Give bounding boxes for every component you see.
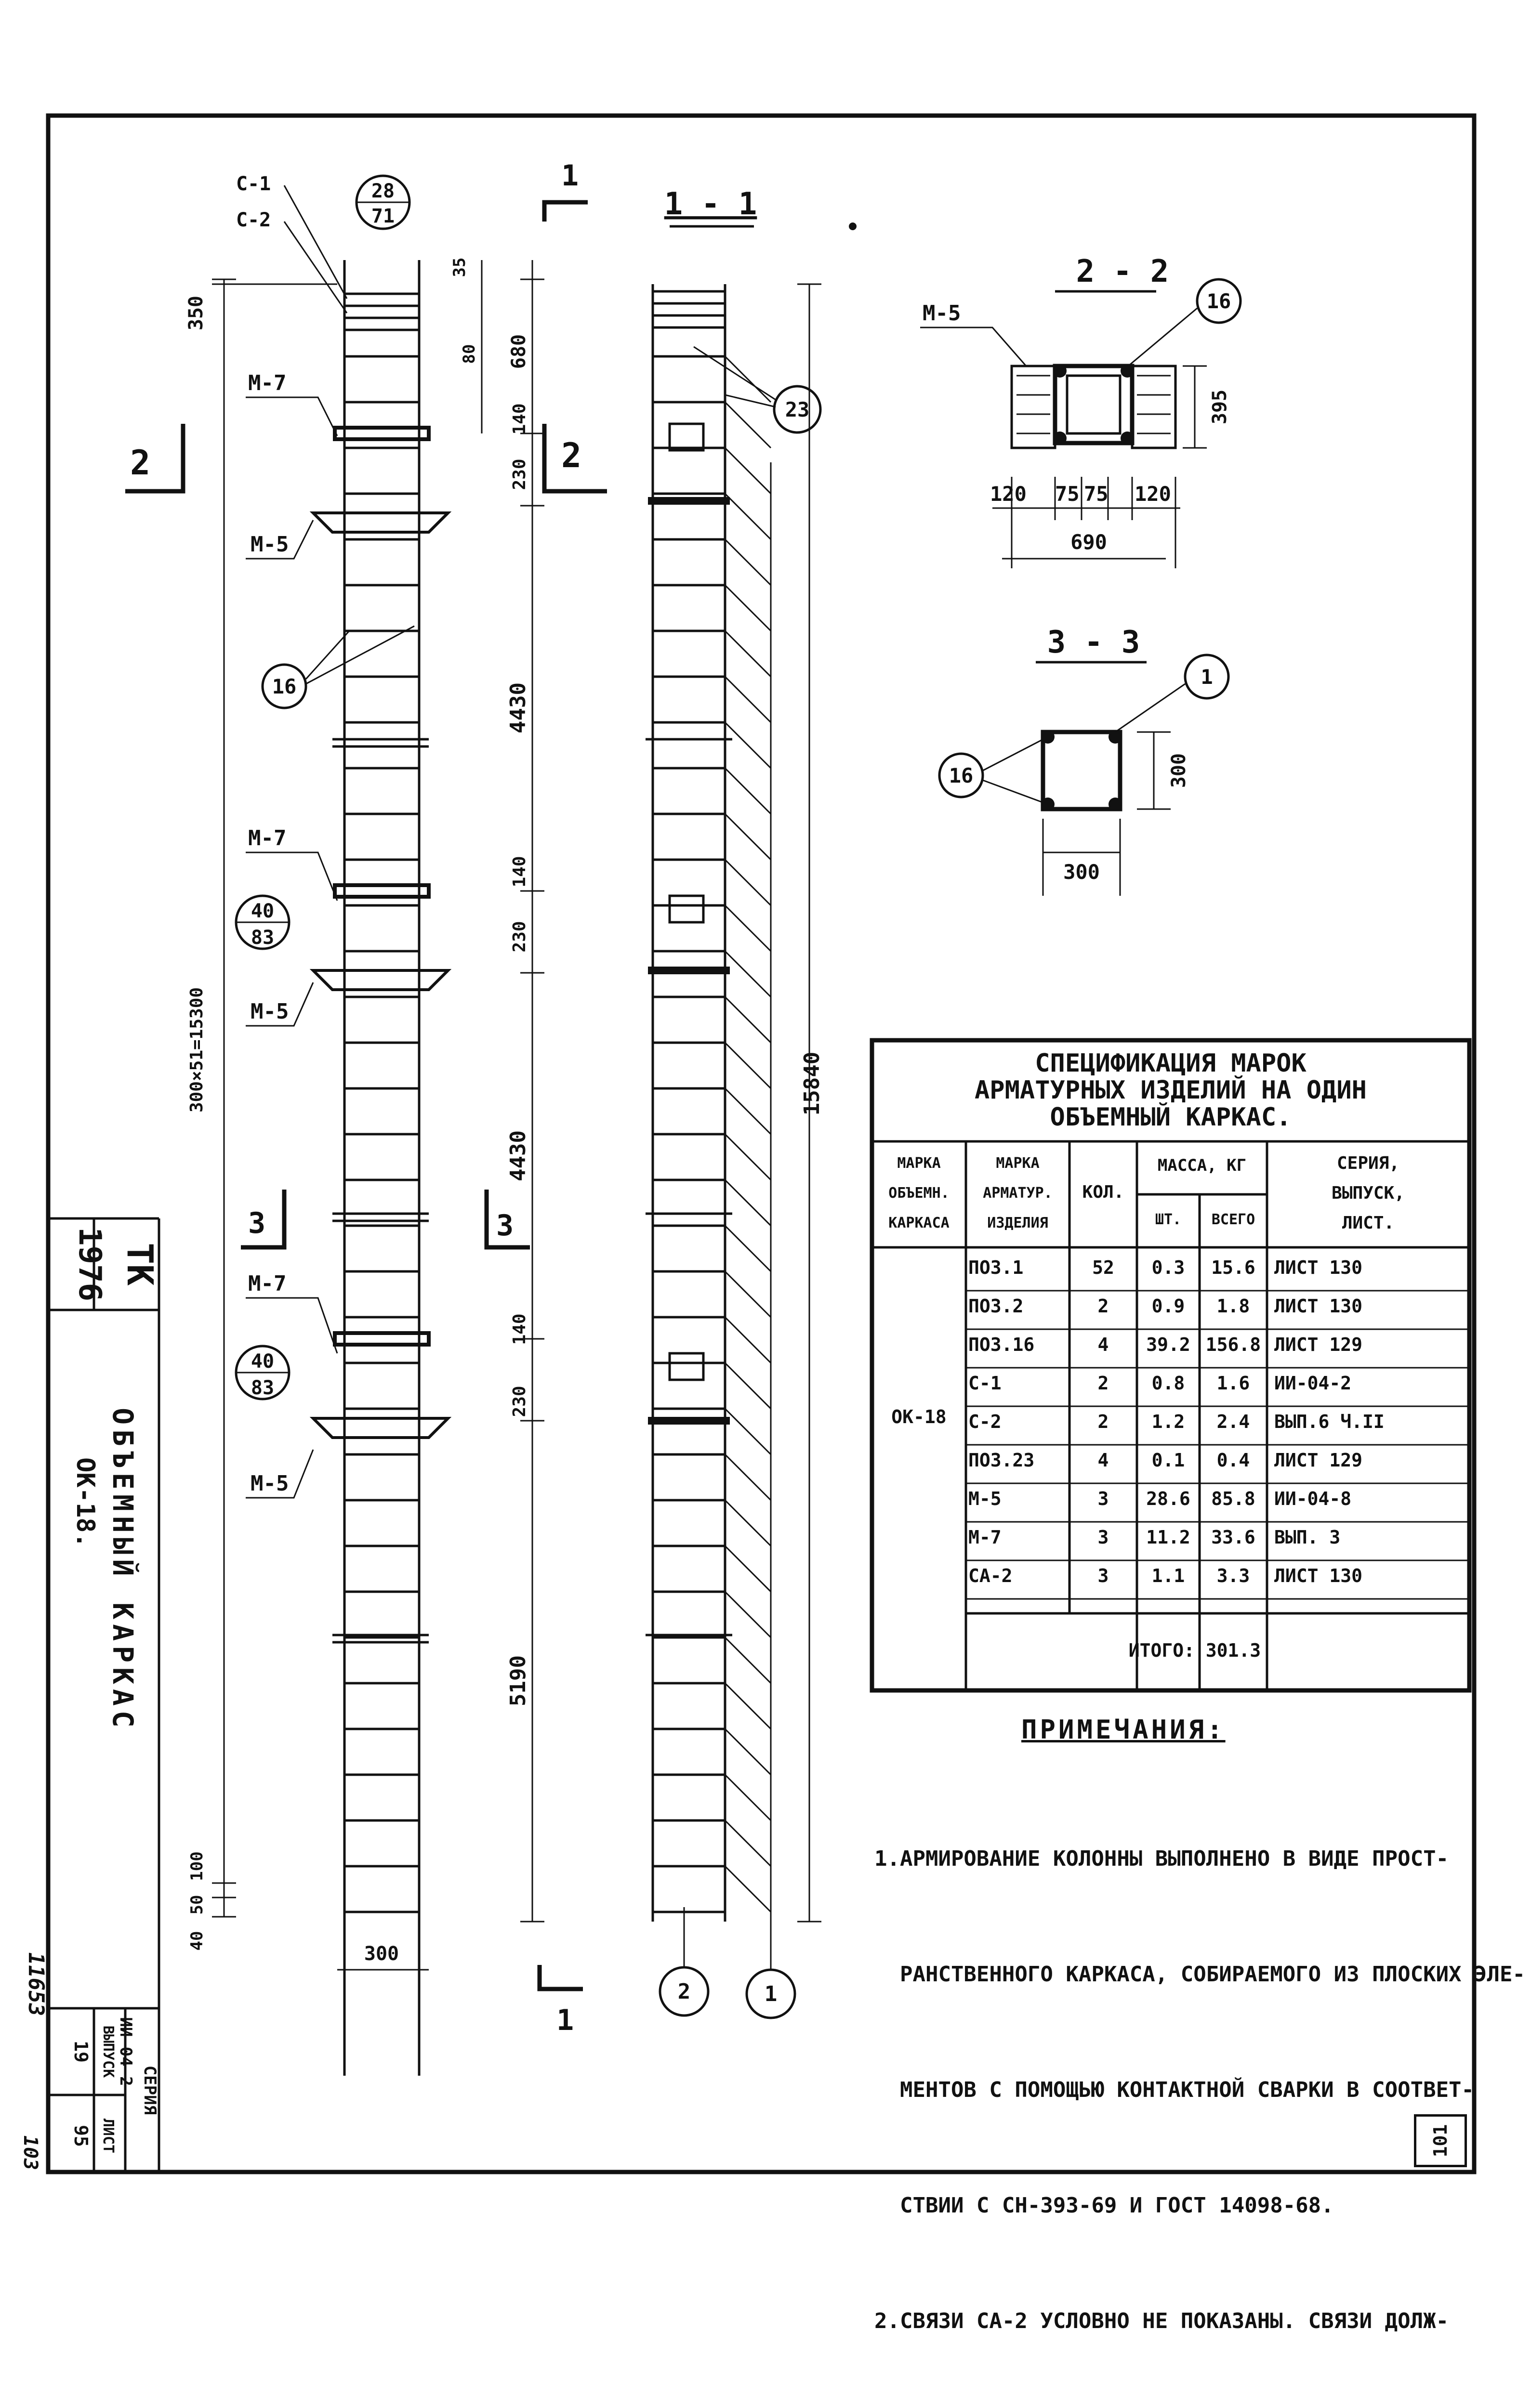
lacing-line [725,631,771,677]
spec-cell-total: 33.6 [1211,1527,1255,1548]
embedded-plate-m7 [335,885,429,897]
lacing-line [725,1866,771,1912]
section-1-1-title: 1 - 1 [664,186,757,222]
section-1-1-view [646,284,771,1922]
stamp-series: ИИ-04-2 [116,2017,135,2086]
spec-cell-ref: ЛИСТ 130 [1274,1257,1363,1278]
s22-d75a: 75 [1055,482,1080,506]
node-low-den: 83 [251,1377,275,1399]
svg-text:3: 3 [248,1206,266,1240]
section-3-3-view [1041,730,1171,896]
spec-cell-total: 3.3 [1216,1565,1250,1586]
lacing-line [725,1729,771,1775]
title-block [48,1218,160,2172]
dim-total-right: 15840 [800,1051,824,1116]
dim-40: 40 [187,1931,207,1951]
dim-140-3: 140 [510,1313,529,1345]
spec-cell-item: ПОЗ.1 [968,1257,1024,1278]
lacing-line [725,997,771,1043]
section-2-2-title: 2 - 2 [1076,254,1169,289]
section-1-1-stirrups [653,356,771,1912]
spec-header-mass: МАССА, КГ [1157,1156,1247,1175]
lacing-line [725,539,771,585]
lacing-line [725,448,771,494]
lacing-line [725,1043,771,1088]
dim-680: 680 [508,334,530,369]
lacing-line [725,1088,771,1134]
s33-pos16: 16 [949,764,974,787]
spec-total-value: 301.3 [1205,1640,1261,1661]
plate-2 [670,896,703,922]
spec-cell-total: 2.4 [1216,1411,1250,1432]
spec-cell-ref: ЛИСТ 129 [1274,1334,1363,1355]
break-marks [332,739,429,1642]
year-text: 1976 [72,1227,107,1302]
section-3-3-title: 3 - 3 [1047,625,1140,660]
spec-title-line-3: ОБЪЕМНЫЙ КАРКАС. [1050,1103,1292,1132]
spec-cell-unit: 0.3 [1151,1257,1185,1278]
cut-marker-1-top [544,159,588,222]
spec-cell-qty: 4 [1097,1450,1109,1471]
dim-35: 35 [450,257,469,277]
sheet-mark: ОК-18. [71,1457,100,1548]
cut-marker-2-left [125,424,183,491]
lacing-line [725,1637,771,1683]
embedded-parts [313,428,448,1438]
node-low-num: 40 [251,1350,275,1373]
spec-cell-ref: ЛИСТ 129 [1274,1450,1363,1471]
cut-marker-1-bottom [540,1965,583,2037]
lacing-line [725,494,771,539]
s33-d300v: 300 [1168,753,1190,788]
dim-5190: 5190 [506,1655,530,1706]
spec-header-frame-mark: МАРКА ОБЪЕМН. КАРКАСА [888,1155,950,1231]
corner-box [1414,2114,1467,2167]
spec-cell-qty: 3 [1097,1565,1109,1586]
plate-1 [670,424,703,450]
spec-cell-ref: ЛИСТ 130 [1274,1296,1363,1317]
spec-cell-total: 1.8 [1216,1296,1250,1317]
s22-pos16: 16 [1206,289,1231,313]
spec-cell-ref: ИИ-04-2 [1274,1373,1352,1394]
section-2-2-view [1012,364,1175,448]
spec-frame-mark: ОК-18 [891,1406,947,1427]
cut-marker-2-right [544,424,607,491]
spec-cell-ref: ВЫП. 3 [1274,1527,1341,1548]
spec-header-qty: КОЛ. [1082,1182,1124,1202]
spec-cell-qty: 2 [1097,1373,1109,1394]
lacing-line [725,1180,771,1226]
note-line: 1.АРМИРОВАНИЕ КОЛОННЫ ВЫПОЛНЕНО В ВИДЕ ПРОСТ- [874,1846,1449,1871]
pos1-text: 1 [764,1982,778,2006]
label-c2: С-2 [236,209,271,231]
spec-cell-item: ПОЗ.23 [968,1450,1035,1471]
spec-cell-item: СА-2 [968,1565,1013,1586]
spec-header-item-mark: МАРКА АРМАТУР. ИЗДЕЛИЯ [983,1155,1053,1231]
embedded-plate-m7 [335,428,429,439]
spec-cell-unit: 1.2 [1151,1411,1185,1432]
lacing-line [725,1317,771,1363]
pos16-elev: 16 [272,675,297,698]
spec-cell-qty: 52 [1092,1257,1114,1278]
spec-cell-ref: ВЫП.6 Ч.II [1274,1411,1385,1432]
spec-cell-item: М-5 [968,1488,1002,1509]
dim-230-3: 230 [510,1386,529,1417]
spec-header-unit: ШТ. [1155,1211,1182,1228]
lacing-line [725,356,771,402]
lacing-line [725,1226,771,1271]
dim-140-2: 140 [510,856,529,888]
sheet-title: ОБЪЕМНЫЙ КАРКАС [106,1408,139,1732]
node-mid-den: 83 [251,927,275,949]
plate-3 [670,1353,703,1380]
embedded-bracket-m5 [313,970,448,990]
dim-140-1: 140 [510,403,529,435]
spec-cell-unit: 0.9 [1151,1296,1185,1317]
spec-cell-unit: 0.1 [1151,1450,1185,1471]
note-line: МЕНТОВ С ПОМОЩЬЮ КОНТАКТНОЙ СВАРКИ В СООТВЕТ- [874,2078,1475,2102]
spec-title-line-1: СПЕЦИФИКАЦИЯ МАРОК [1035,1049,1307,1078]
node-top-num: 28 [371,180,395,202]
spec-cell-unit: 1.1 [1151,1565,1185,1586]
s22-d75b: 75 [1084,482,1109,506]
spec-table [872,1040,1469,1690]
spec-cell-qty: 4 [1097,1334,1109,1355]
column-elevation [313,260,448,2076]
note-line: РАНСТВЕННОГО КАРКАСА, СОБИРАЕМОГО ИЗ ПЛОСКИХ ЭЛЕ- [874,1962,1526,1987]
dim-4430-2: 4430 [506,1130,530,1181]
dim-40-50: 50 [187,1895,207,1915]
spec-cell-unit: 28.6 [1146,1488,1190,1509]
s33-d300h: 300 [1063,860,1100,884]
lacing-line [725,1271,771,1317]
lacing-line [725,905,771,951]
note-line: СТВИИ С СН-393-69 И ГОСТ 14098-68. [874,2193,1334,2218]
embedded-bracket-m5 [313,1418,448,1438]
spec-cell-qty: 3 [1097,1527,1109,1548]
spec-cell-total: 0.4 [1216,1450,1250,1471]
spec-cell-total: 1.6 [1216,1373,1250,1394]
stamp-series-label: СЕРИЯ [140,2065,159,2115]
pos23-text: 23 [785,398,810,421]
spec-cell-ref: ИИ-04-8 [1274,1488,1352,1509]
stamp-sheet-label: ЛИСТ [100,2118,117,2154]
spec-header-ref: СЕРИЯ, ВЫПУСК, ЛИСТ. [1332,1153,1405,1233]
spec-cell-total: 15.6 [1211,1257,1255,1278]
spec-cell-item: М-7 [968,1527,1002,1548]
spec-cell-ref: ЛИСТ 130 [1274,1565,1363,1586]
spec-total-label: ИТОГО: [1128,1640,1195,1661]
spec-cell-unit: 11.2 [1146,1527,1190,1548]
side-number: 11653 [24,1952,48,2016]
top-mesh [344,294,419,330]
label-m5-3: М-5 [251,1471,289,1496]
embedded-plate-m7 [335,1333,429,1345]
spec-cell-item: ПОЗ.2 [968,1296,1024,1317]
lacing-line [725,1363,771,1409]
node-top-den: 71 [371,205,395,227]
page-number: 103 [19,2135,41,2171]
lacing-line [725,1454,771,1500]
label-c1: С-1 [236,173,271,195]
elevation-stirrups [344,356,419,1912]
dim-4430-1: 4430 [506,682,530,733]
notes-heading: ПРИМЕЧАНИЯ: [1021,1714,1226,1745]
lacing-line [725,814,771,860]
node-mid-num: 40 [251,900,275,922]
lacing-line [725,1820,771,1866]
spec-title-line-2: АРМАТУРНЫХ ИЗДЕЛИЙ НА ОДИН [975,1076,1367,1105]
spec-title [872,1050,1469,1131]
lacing-line [725,1134,771,1180]
notes-body [874,1763,1525,2408]
s22-d120b: 120 [1135,482,1171,506]
spec-cell-qty: 2 [1097,1411,1109,1432]
ink-dot [849,222,857,230]
label-m7-3: М-7 [248,1271,287,1296]
dim-350: 350 [185,295,207,331]
dim-300-elev: 300 [364,1943,399,1965]
svg-text:2: 2 [561,436,582,475]
stamp-sheet: 95 [70,2125,92,2147]
dim-230-1: 230 [510,458,529,490]
lacing-line [725,951,771,997]
svg-text:3: 3 [496,1209,514,1243]
cut-marker-3-right [487,1190,530,1247]
spec-cell-item: ПОЗ.16 [968,1334,1035,1355]
stamp-issue: 19 [70,2041,92,2063]
spec-cell-qty: 3 [1097,1488,1109,1509]
svg-text:2: 2 [130,443,151,483]
lacing-line [725,585,771,631]
pos2-text: 2 [677,1979,691,2004]
s22-d395: 395 [1209,389,1231,425]
s22-label-m5: М-5 [923,301,961,326]
label-m7-1: М-7 [248,371,287,395]
dim-230-2: 230 [510,921,529,953]
label-m5-2: М-5 [251,999,289,1024]
stamp-issue-label: ВЫПУСК [100,2025,117,2078]
lacing-line [725,1775,771,1820]
lacing-line [725,1683,771,1729]
spec-header-total: ВСЕГО [1211,1211,1255,1228]
dim-80: 80 [460,344,479,364]
label-m7-2: М-7 [248,826,287,851]
embedded-bracket-m5 [313,513,448,532]
dim-total-left: 300×51=15300 [187,987,207,1113]
s22-d690: 690 [1070,530,1107,554]
lacing-line [725,1500,771,1546]
s22-d120a: 120 [990,482,1027,506]
spec-cell-item: С-1 [968,1373,1002,1394]
note-line: 2.СВЯЗИ СА-2 УСЛОВНО НЕ ПОКАЗАНЫ. СВЯЗИ ДОЛЖ- [874,2309,1449,2333]
spec-cell-total: 156.8 [1205,1334,1261,1355]
spec-cell-unit: 39.2 [1146,1334,1190,1355]
dim-100: 100 [187,1851,207,1881]
lacing-line [725,677,771,722]
lacing-line [725,768,771,814]
lacing-line [725,402,771,448]
spec-cell-total: 85.8 [1211,1488,1255,1509]
label-m5-1: М-5 [251,532,289,557]
lacing-line [725,1546,771,1592]
lacing-line [725,860,771,905]
lacing-line [725,722,771,768]
corner-number: 101 [1430,2124,1451,2158]
spec-cell-unit: 0.8 [1151,1373,1185,1394]
elevation-dimensions [212,257,544,1984]
spec-cell-qty: 2 [1097,1296,1109,1317]
org-text: ТК [119,1243,160,1286]
lacing-line [725,1409,771,1454]
svg-text:1: 1 [561,159,579,193]
cut-marker-3-left [241,1190,284,1247]
s33-pos1: 1 [1201,665,1213,689]
svg-text:1: 1 [556,2003,574,2037]
spec-cell-item: С-2 [968,1411,1002,1432]
lacing-line [725,1592,771,1637]
